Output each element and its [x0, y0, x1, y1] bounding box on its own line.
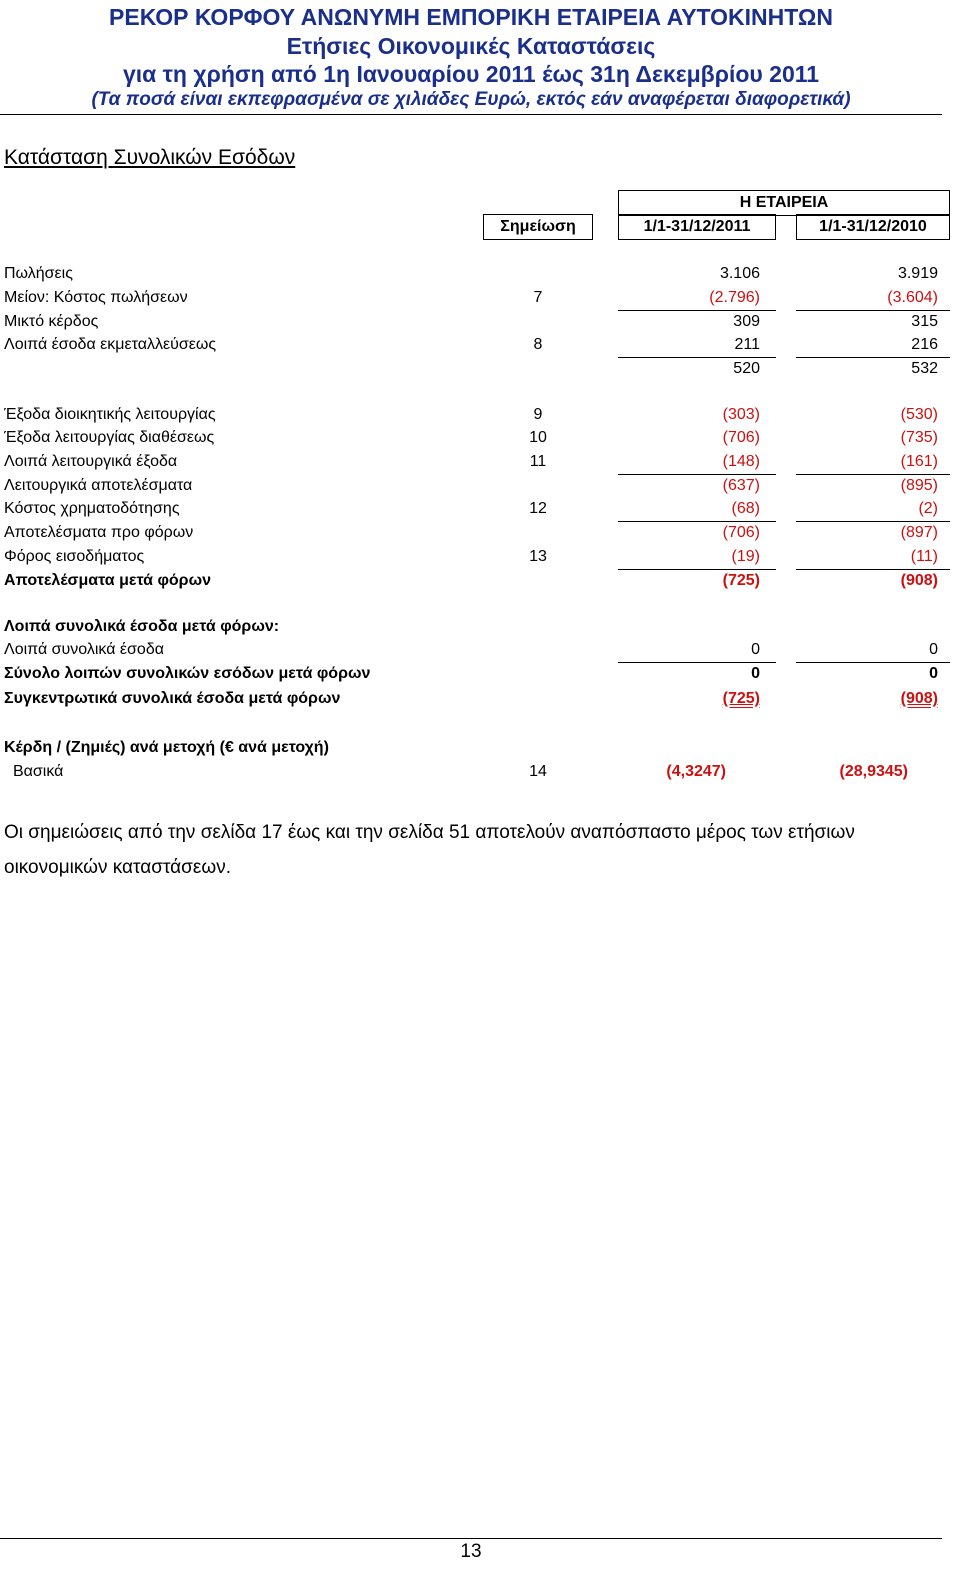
value-2010: 0 [929, 641, 938, 658]
row-label: Φόρος εισοδήματος [4, 548, 145, 565]
row-label: Έξοδα διοικητικής λειτουργίας [4, 406, 216, 423]
header-rule [0, 114, 942, 115]
subtotal-line [618, 521, 776, 522]
row-note: 7 [533, 289, 543, 306]
value-2010: 216 [911, 336, 938, 353]
value-2010: (908) [900, 690, 938, 707]
row-label: Λοιπά έσοδα εκμεταλλεύσεως [4, 336, 217, 353]
value-2011: (2.796) [709, 289, 760, 306]
value-2010: (2) [918, 500, 938, 517]
report-period: για τη χρήση από 1η Ιανουαρίου 2011 έως 31η Δεκεμβρίου 2011 [122, 61, 820, 87]
subtotal-line [618, 662, 776, 663]
subsection-heading [0, 618, 960, 640]
entity-header: Η ΕΤΑΙΡΕΙΑ [618, 190, 950, 216]
value-2011: 0 [751, 641, 760, 658]
row-label: Αποτελέσματα προ φόρων [4, 524, 194, 541]
row-note: 13 [529, 548, 547, 565]
value-2011: (706) [722, 429, 760, 446]
value-2010: (908) [900, 572, 938, 589]
table-row [0, 763, 960, 785]
value-2011: (4,3247) [666, 763, 726, 780]
amounts-note: (Τα ποσά είναι εκπεφρασμένα σε χιλιάδες Ευρώ, εκτός εάν αναφέρεται διαφορετικά) [91, 89, 851, 110]
table-row [0, 406, 960, 428]
row-note: 14 [529, 763, 547, 780]
subtotal-line [618, 474, 776, 475]
value-2010: (3.604) [887, 289, 938, 306]
value-2010: (895) [900, 477, 938, 494]
row-label: Σύνολο λοιπών συνολικών εσόδων μετά φόρων [4, 665, 371, 682]
value-2010: (28,9345) [839, 763, 908, 780]
note-column-header: Σημείωση [483, 214, 593, 240]
row-label: Λειτουργικά αποτελέσματα [4, 477, 193, 494]
table-row [0, 265, 960, 287]
value-2011: (706) [722, 524, 760, 541]
table-row [0, 289, 960, 311]
value-2011: (637) [722, 477, 760, 494]
row-label: Λοιπά συνολικά έσοδα [4, 641, 164, 658]
table-row [0, 313, 960, 335]
value-2011: (303) [722, 406, 760, 423]
table-row [0, 690, 960, 712]
value-2010: 315 [911, 313, 938, 330]
subtotal-line [796, 521, 950, 522]
table-row [0, 429, 960, 451]
row-label: Κόστος χρηματοδότησης [4, 500, 180, 517]
table-row [0, 572, 960, 594]
row-label: Μείον: Κόστος πωλήσεων [4, 289, 188, 306]
value-2011: 211 [734, 336, 760, 353]
row-label: Μικτό κέρδος [4, 313, 99, 330]
row-note: 10 [529, 429, 547, 446]
subtotal-line [796, 569, 950, 570]
subtotal-line [618, 310, 776, 311]
row-label: Λοιπά συνολικά έσοδα μετά φόρων: [4, 618, 280, 635]
subtotal-line [796, 474, 950, 475]
value-2011: 3.106 [719, 265, 760, 282]
section-title: Κατάσταση Συνολικών Εσόδων [4, 146, 296, 169]
value-2011: 0 [751, 665, 760, 682]
value-2010: (530) [900, 406, 938, 423]
row-label: Αποτελέσματα μετά φόρων [4, 572, 211, 589]
row-label: Πωλήσεις [4, 265, 73, 282]
value-2011: (725) [722, 690, 760, 707]
table-row [0, 453, 960, 475]
subtotal-line [796, 357, 950, 358]
subtotal-line [618, 569, 776, 570]
value-2010: (11) [910, 548, 938, 565]
table-row [0, 641, 960, 663]
footnote: Οι σημειώσεις από την σελίδα 17 έως και την σελίδα 51 αποτελούν αναπόσπαστο μέρος των ετήσιων οικονομικών καταστάσεων. [4, 822, 855, 878]
value-2010: 0 [929, 665, 938, 682]
table-row [0, 336, 960, 358]
subtotal-line [796, 310, 950, 311]
value-2011: (725) [722, 572, 760, 589]
table-row [0, 500, 960, 522]
value-2010: (897) [900, 524, 938, 541]
column-2010-header: 1/1-31/12/2010 [796, 214, 950, 240]
row-note: 12 [529, 500, 547, 517]
report-title: Ετήσιες Οικονομικές Καταστάσεις [286, 33, 656, 59]
row-label: Έξοδα λειτουργίας διαθέσεως [4, 429, 215, 446]
column-2011-header: 1/1-31/12/2011 [618, 214, 776, 240]
table-row [0, 477, 960, 499]
value-2010: (735) [900, 429, 938, 446]
value-2010: 532 [911, 360, 938, 377]
row-note: 8 [533, 336, 543, 353]
value-2011: 309 [733, 313, 760, 330]
row-label: Κέρδη / (Ζημιές) ανά μετοχή (€ ανά μετοχή) [4, 739, 329, 756]
row-note: 11 [529, 453, 547, 470]
company-name: ΡΕΚΟΡ ΚΟΡΦΟΥ ΑΝΩΝΥΜΗ ΕΜΠΟΡΙΚΗ ΕΤΑΙΡΕΙΑ ΑΥΤΟΚΙΝΗΤΩΝ [109, 4, 833, 30]
value-2011: (68) [731, 500, 760, 517]
subtotal-line [618, 357, 776, 358]
table-row [0, 548, 960, 570]
subsection-heading [0, 739, 960, 761]
table-row [0, 360, 960, 382]
page-number: 13 [460, 1541, 482, 1562]
row-label: Συγκεντρωτικά συνολικά έσοδα μετά φόρων [4, 690, 341, 707]
row-label: Βασικά [13, 763, 64, 780]
subtotal-line [796, 662, 950, 663]
footer-rule [0, 1538, 942, 1539]
table-row [0, 665, 960, 687]
row-note: 9 [533, 406, 543, 423]
value-2010: (161) [900, 453, 938, 470]
value-2011: 520 [733, 360, 760, 377]
value-2011: (148) [722, 453, 760, 470]
value-2011: (19) [731, 548, 760, 565]
value-2010: 3.919 [897, 265, 938, 282]
row-label: Λοιπά λειτουργικά έξοδα [4, 453, 178, 470]
table-row [0, 524, 960, 546]
